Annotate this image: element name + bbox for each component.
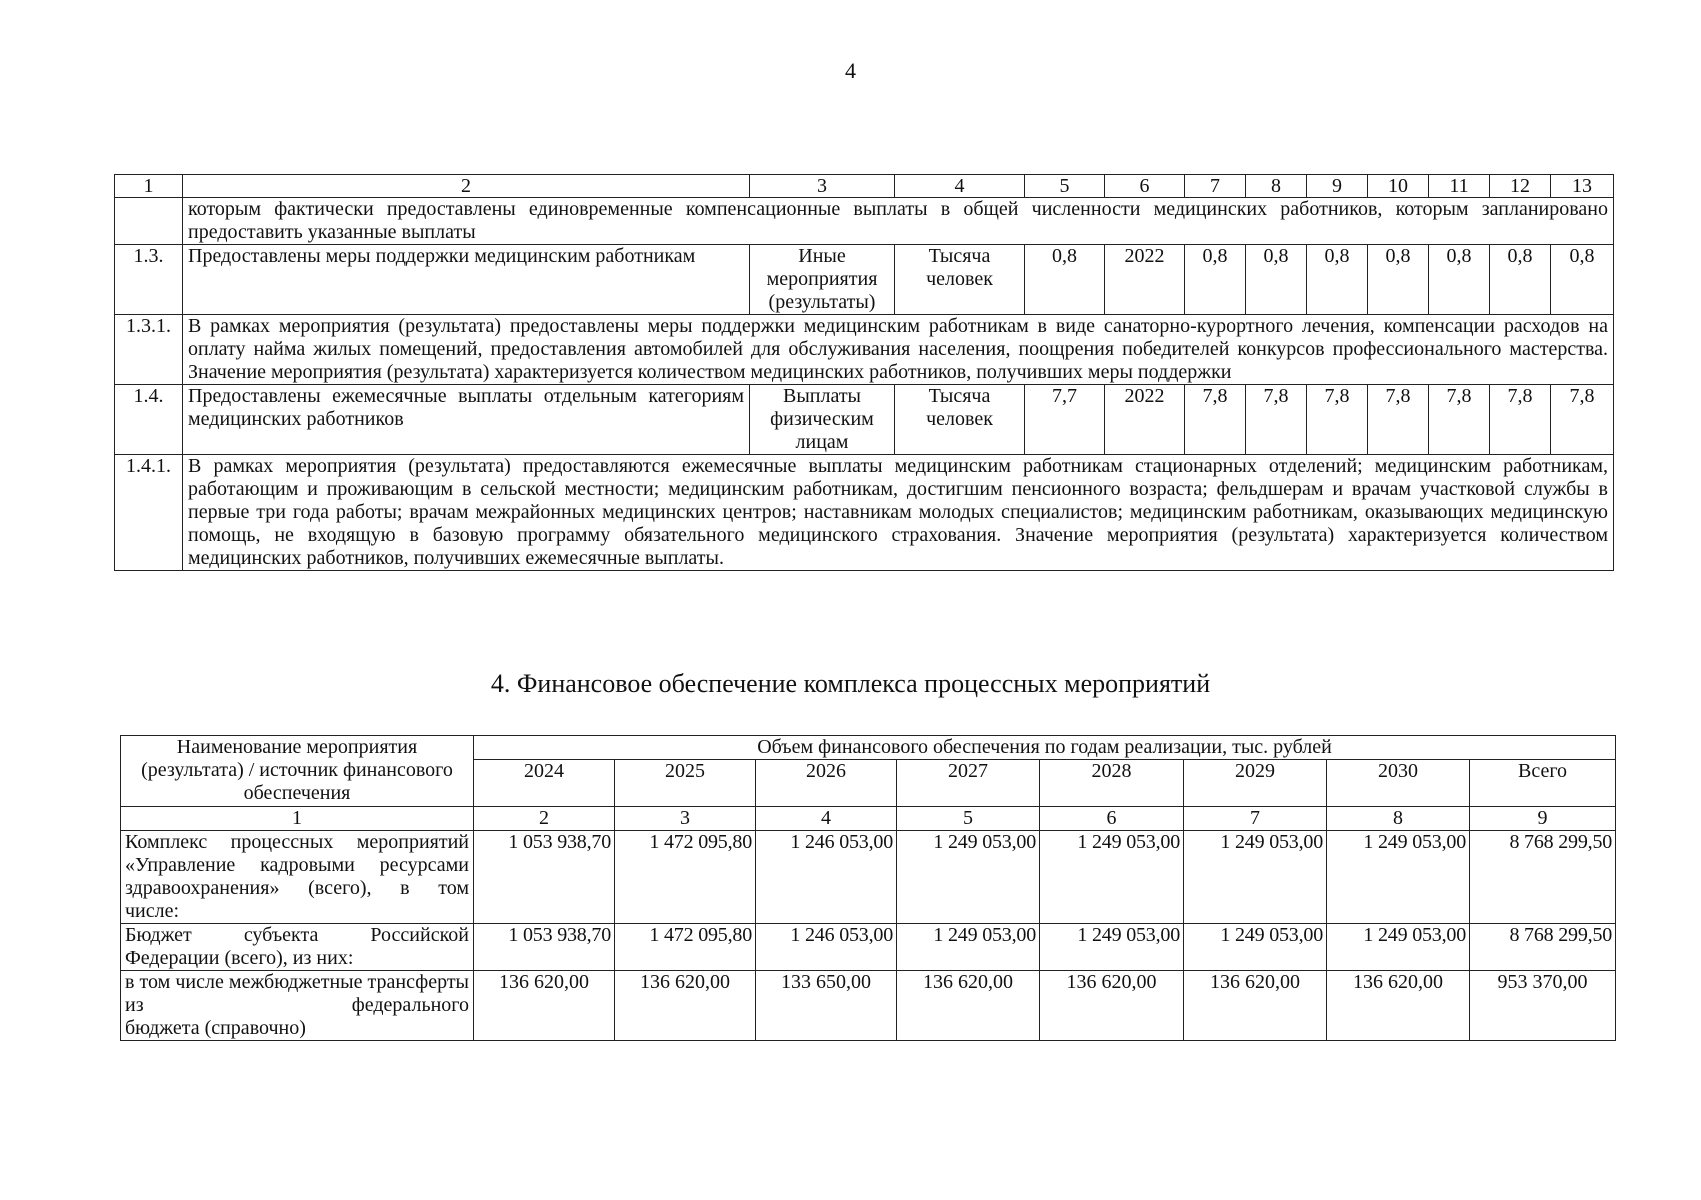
row-value: 1 246 053,00 [756, 831, 897, 924]
row-name: Предоставлены меры поддержки медицинским работникам [183, 245, 750, 315]
row-type: Выплаты физическим лицам [750, 385, 895, 455]
row-value: 0,8 [1490, 245, 1551, 315]
row-value: 1 249 053,00 [1040, 831, 1184, 924]
row-name-last: числе: [125, 900, 180, 922]
header-cell: 8 [1246, 175, 1307, 198]
row-unit: Тысяча человек [895, 385, 1025, 455]
year-header: 2029 [1184, 760, 1327, 807]
header-cell: 2 [183, 175, 750, 198]
row-value: 136 620,00 [1040, 971, 1184, 1041]
header-cell: 4 [895, 175, 1025, 198]
row-name-main: Комплекс процессных мероприятий «Управление кадровыми ресурсами здравоохранения» (всего), в том [125, 831, 469, 899]
year-header: 2024 [474, 760, 615, 807]
row-name [121, 971, 474, 1041]
row-name: Предоставлены ежемесячные выплаты отдельным категориям медицинских работников [183, 385, 750, 455]
year-header: 2025 [615, 760, 756, 807]
header-cell: 9 [1307, 175, 1368, 198]
header-cell: 11 [1429, 175, 1490, 198]
row-unit: Тысяча человек [895, 245, 1025, 315]
column-number: 4 [756, 807, 897, 831]
column-number: 2 [474, 807, 615, 831]
column-number: 3 [615, 807, 756, 831]
row-value: 1 249 053,00 [1184, 924, 1327, 971]
row-value: 136 620,00 [474, 971, 615, 1041]
row-total: 953 370,00 [1470, 971, 1616, 1041]
table-row [121, 971, 1616, 1041]
row-value: 1 472 095,80 [615, 924, 756, 971]
table-row [121, 924, 1616, 971]
row-number: 1.4.1. [115, 455, 183, 571]
row-name-main: Бюджет субъекта Российской [125, 924, 469, 946]
column-number: 5 [897, 807, 1040, 831]
row-number: 1.3.1. [115, 315, 183, 385]
row-value: 0,8 [1551, 245, 1614, 315]
row-value: 0,8 [1307, 245, 1368, 315]
row-total: 8 768 299,50 [1470, 924, 1616, 971]
header-cell: 13 [1551, 175, 1614, 198]
row-value: 0,8 [1368, 245, 1429, 315]
row-number: 1.3. [115, 245, 183, 315]
table-header-row [121, 736, 1616, 760]
year-header: 2026 [756, 760, 897, 807]
row-value: 0,8 [1429, 245, 1490, 315]
row-value: 1 053 938,70 [474, 924, 615, 971]
column-number: 9 [1470, 807, 1616, 831]
row-value: 1 053 938,70 [474, 831, 615, 924]
row-description: В рамках мероприятия (результата) предоставлены меры поддержки медицинским работникам в виде санаторно-курортного лечения, компенсации расходов на оплату найма жилых помещений, предоставления автомобилей для обслуживания населения, поощрения победителей конкурсов профессионального мастерства. Значение мероприятия (результата) характеризуется количеством медицинских работников, получивших меры поддержки [183, 315, 1614, 385]
table-row [115, 385, 1614, 455]
row-value: 1 249 053,00 [1184, 831, 1327, 924]
table-row [121, 831, 1616, 924]
column-number: 1 [121, 807, 474, 831]
financing-table [120, 735, 1616, 1041]
header-cell: 1 [115, 175, 183, 198]
total-header: Всего [1470, 760, 1616, 807]
row-value: 7,8 [1185, 385, 1246, 455]
table-row [115, 198, 1614, 245]
row-base-year: 2022 [1105, 245, 1185, 315]
row-type: Иные мероприятия (результаты) [750, 245, 895, 315]
row-name-last: бюджета (справочно) [125, 1017, 306, 1039]
header-cell: 7 [1185, 175, 1246, 198]
row-description: В рамках мероприятия (результата) предоставляются ежемесячные выплаты медицинским работникам стационарных отделений; медицинским работникам, работающим и проживающим в сельской местности; медицинским работникам, достигшим пенсионного возраста; фельдшерам и врачам участковой службы в первые три года работы; врачам межрайонных медицинских центров; наставникам молодых специалистов; медицинским работникам, оказывающих медицинскую помощь, не входящую в базовую программу обязательного медицинского страхования. Значение мероприятия (результата) характеризуется количеством медицинских работников, получивших ежемесячные выплаты. [183, 455, 1614, 571]
page-number: 4 [845, 58, 856, 83]
row-value: 1 246 053,00 [756, 924, 897, 971]
row-value: 0,8 [1246, 245, 1307, 315]
column-number: 6 [1040, 807, 1184, 831]
row-base-value: 0,8 [1025, 245, 1105, 315]
header-cell: 3 [750, 175, 895, 198]
row-value: 7,8 [1246, 385, 1307, 455]
row-number-cell [115, 198, 183, 245]
column-number: 7 [1184, 807, 1327, 831]
indicators-table [114, 174, 1614, 571]
table-row [115, 455, 1614, 571]
year-header: 2030 [1327, 760, 1470, 807]
section-title: 4. Финансовое обеспечение комплекса процессных мероприятий [490, 669, 1211, 698]
row-value: 7,8 [1429, 385, 1490, 455]
column-number-row [121, 807, 1616, 831]
row-value: 1 472 095,80 [615, 831, 756, 924]
table-header-row [115, 175, 1614, 198]
row-value: 133 650,00 [756, 971, 897, 1041]
volume-header: Объем финансового обеспечения по годам реализации, тыс. рублей [474, 736, 1616, 760]
row-value: 136 620,00 [615, 971, 756, 1041]
row-value: 1 249 053,00 [1327, 924, 1470, 971]
table-row [115, 245, 1614, 315]
header-cell: 10 [1368, 175, 1429, 198]
column-number: 8 [1327, 807, 1470, 831]
row-value: 0,8 [1185, 245, 1246, 315]
row-value: 7,8 [1490, 385, 1551, 455]
name-header: Наименование мероприятия (результата) / источник финансового обеспечения [121, 736, 474, 807]
row-value: 136 620,00 [1184, 971, 1327, 1041]
row-value: 7,8 [1551, 385, 1614, 455]
row-name-main: в том числе межбюджетные трансферты из федерального [125, 971, 469, 1016]
table-row [115, 315, 1614, 385]
header-cell: 5 [1025, 175, 1105, 198]
row-number: 1.4. [115, 385, 183, 455]
year-header: 2027 [897, 760, 1040, 807]
row-value: 1 249 053,00 [1327, 831, 1470, 924]
row-name-last: Федерации (всего), из них: [125, 947, 354, 969]
row-base-year: 2022 [1105, 385, 1185, 455]
row-value: 1 249 053,00 [897, 924, 1040, 971]
row-value: 7,8 [1368, 385, 1429, 455]
header-cell: 6 [1105, 175, 1185, 198]
row-value: 1 249 053,00 [1040, 924, 1184, 971]
year-header: 2028 [1040, 760, 1184, 807]
row-value: 7,8 [1307, 385, 1368, 455]
row-base-value: 7,7 [1025, 385, 1105, 455]
row-value: 136 620,00 [897, 971, 1040, 1041]
row-name [121, 924, 474, 971]
row-value: 136 620,00 [1327, 971, 1470, 1041]
row-name [121, 831, 474, 924]
header-cell: 12 [1490, 175, 1551, 198]
continuation-text: которым фактически предоставлены единовременные компенсационные выплаты в общей численности медицинских работников, которым запланировано предоставить указанные выплаты [183, 198, 1614, 245]
row-total: 8 768 299,50 [1470, 831, 1616, 924]
row-value: 1 249 053,00 [897, 831, 1040, 924]
